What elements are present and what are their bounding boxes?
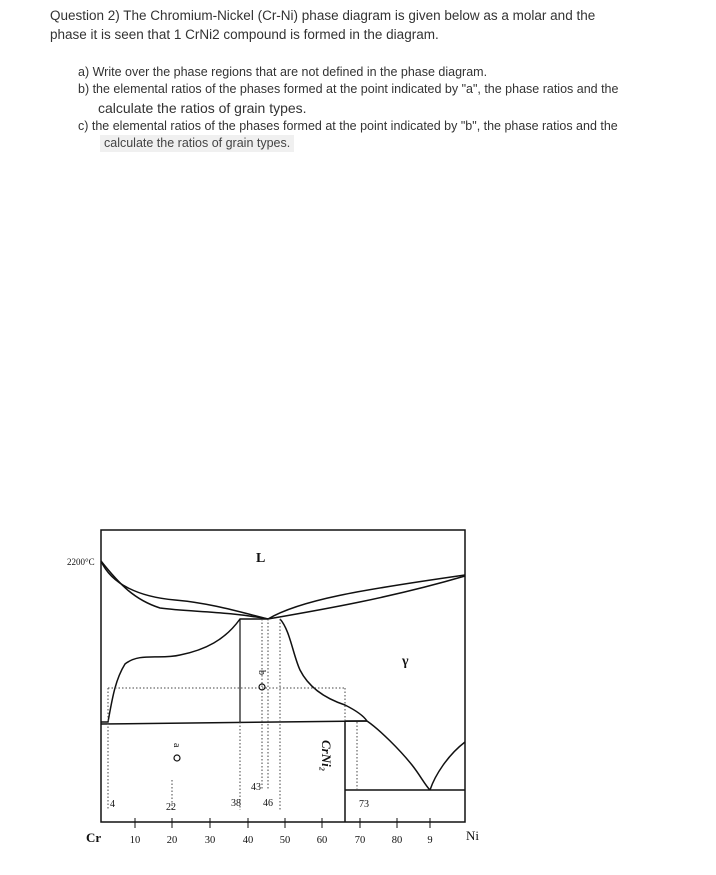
- crni2-label: CrNi₂: [319, 740, 334, 772]
- item-a: a) Write over the phase regions that are not defined in the phase diagram.: [78, 65, 488, 79]
- question-line-1: Question 2) The Chromium-Nickel (Cr-Ni) phase diagram is given below as a molar and the: [50, 8, 596, 23]
- comp-label-73: 73: [359, 799, 369, 810]
- point-b-label: b: [256, 670, 267, 675]
- tick-label: 50: [279, 835, 291, 846]
- eutectic-line: [101, 721, 367, 724]
- point-a-label: a: [171, 743, 182, 748]
- solidus-right: [268, 576, 465, 619]
- x-axis-ticks: [135, 818, 430, 828]
- region-gamma-label: γ: [402, 654, 409, 669]
- tick-label: 40: [242, 835, 254, 846]
- point-a-marker: [174, 755, 180, 761]
- comp-label-22: 22: [166, 802, 176, 813]
- item-b: b) the elemental ratios of the phases formed at the point indicated by "a", the phase ratios and the: [78, 82, 619, 96]
- gamma-solvus-right: [367, 721, 430, 790]
- liquidus-right: [268, 575, 465, 619]
- solvus-left: [101, 619, 268, 722]
- tick-label: 70: [354, 835, 366, 846]
- liquidus-left: [101, 561, 268, 619]
- guide-lines: [108, 619, 357, 810]
- temperature-label: 2200°C: [67, 557, 95, 567]
- tick-label: 80: [391, 835, 403, 846]
- diagram-frame: [101, 530, 465, 822]
- item-c-continued: calculate the ratios of grain types.: [100, 135, 294, 152]
- comp-label-4: 4: [110, 799, 115, 810]
- comp-label-46: 46: [263, 798, 273, 809]
- tick-label: 30: [204, 835, 216, 846]
- item-b-continued: calculate the ratios of grain types.: [98, 100, 307, 116]
- tick-label: 60: [316, 835, 328, 846]
- region-L-label: L: [256, 551, 266, 566]
- axis-label-ni: Ni: [466, 828, 479, 843]
- ni-side-boundary: [430, 742, 465, 790]
- gamma-boundary: [280, 619, 367, 721]
- x-axis-tick-labels: [130, 835, 433, 846]
- item-c: c) the elemental ratios of the phases formed at the point indicated by "b", the phase ratios and the: [78, 119, 618, 133]
- comp-label-38: 38: [231, 798, 241, 809]
- axis-label-cr: Cr: [86, 830, 102, 845]
- question-line-2: phase it is seen that 1 CrNi2 compound is formed in the diagram.: [50, 27, 439, 42]
- tick-label: 20: [166, 835, 178, 846]
- tick-label: 9: [427, 835, 433, 846]
- tick-label: 10: [129, 835, 141, 846]
- comp-label-43: 43: [251, 782, 261, 793]
